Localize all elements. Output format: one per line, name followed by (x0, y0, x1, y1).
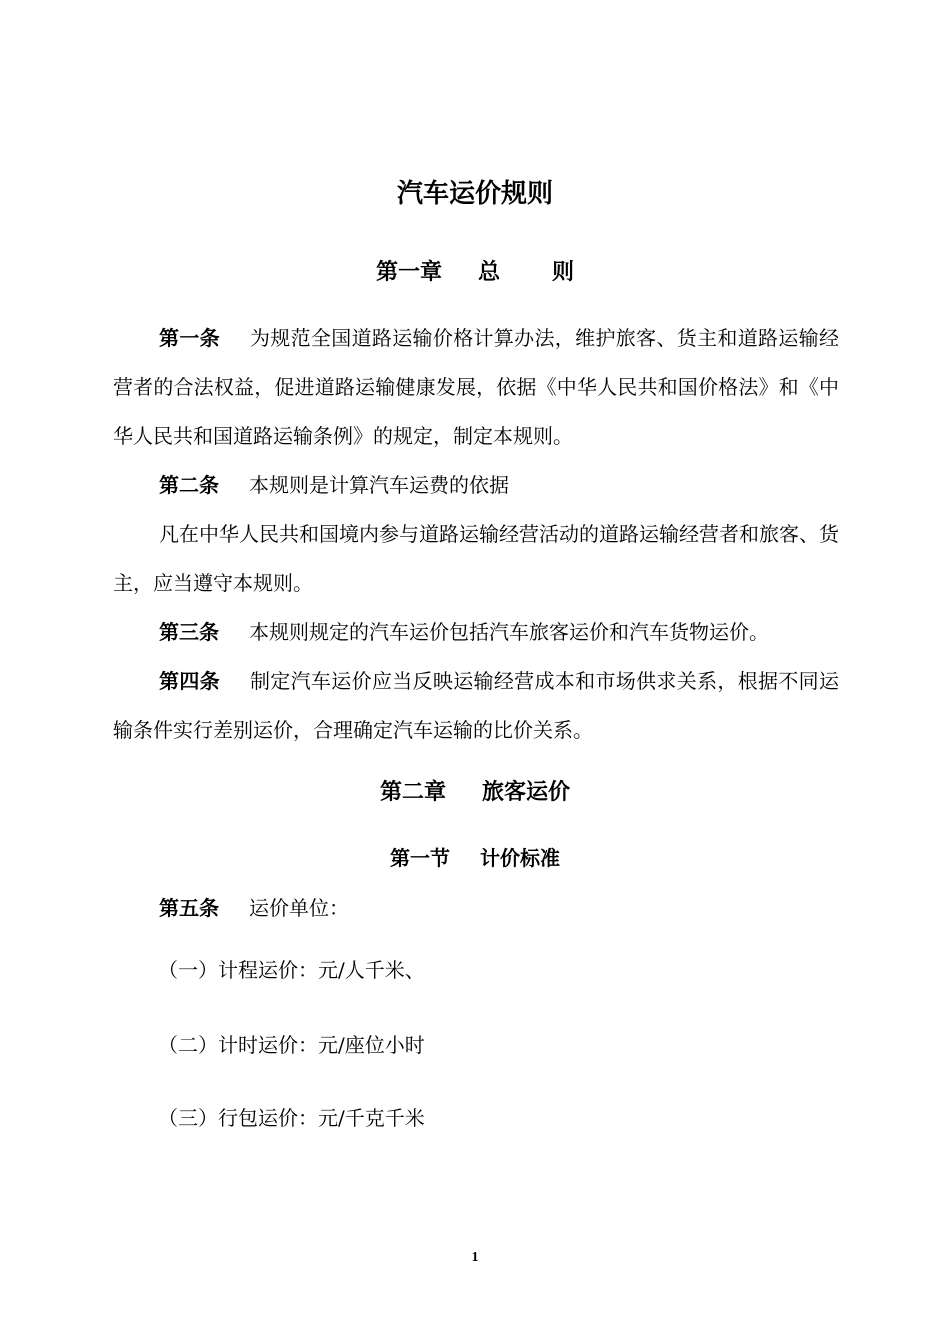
chapter-2-number: 第二章 (379, 780, 446, 805)
section-1-heading (0, 842, 950, 874)
chapter-1-heading (0, 255, 950, 291)
article-4 (113, 657, 839, 755)
article-2-text-2: 凡在中华人民共和国境内参与道路运输经营活动的道路运输经营者和旅客、货主，应当遵守本规则。 (113, 522, 839, 595)
article-3-text: 本规则规定的汽车运价包括汽车旅客运价和汽车货物运价。 (249, 620, 769, 644)
article-5-item-1: （一）计程运价：元/人千米、 (158, 958, 425, 982)
chapter-1-title-part-a: 总 (477, 260, 500, 285)
article-5-item-2: （二）计时运价：元/座位小时 (158, 1033, 425, 1057)
article-4-label: 第四条 (159, 669, 220, 693)
chapter-2-heading (0, 775, 950, 811)
article-2-text: 本规则是计算汽车运费的依据 (249, 473, 509, 497)
article-3 (113, 608, 839, 657)
article-2-label: 第二条 (159, 473, 219, 497)
section-1-number: 第一节 (390, 846, 450, 870)
article-5-item-3: （三）行包运价：元/千克千米 (158, 1106, 425, 1130)
article-2 (113, 461, 839, 510)
article-1-label: 第一条 (159, 326, 220, 350)
article-2-paragraph-2 (113, 510, 839, 608)
chapter-2-title: 旅客运价 (482, 780, 571, 805)
article-5-text: 运价单位： (249, 896, 349, 920)
article-3-label: 第三条 (159, 620, 219, 644)
section-1-title: 计价标准 (480, 846, 560, 870)
page-number: 1 (471, 1250, 479, 1265)
chapter-1-number: 第一章 (375, 260, 442, 285)
article-5 (113, 884, 839, 933)
article-4-text: 制定汽车运价应当反映运输经营成本和市场供求关系，根据不同运输条件实行差别运价，合理确定汽车运输的比价关系。 (113, 669, 840, 742)
article-5-label: 第五条 (159, 896, 219, 920)
document-title: 汽车运价规则 (396, 179, 553, 209)
article-1 (113, 314, 839, 461)
chapter-1-title-part-b: 则 (552, 260, 575, 285)
article-1-text: 为规范全国道路运输价格计算办法，维护旅客、货主和道路运输经营者的合法权益，促进道路运输健康发展，依据《中华人民共和国价格法》和《中华人民共和国道路运输条例》的规定，制定本规则。 (113, 326, 840, 448)
